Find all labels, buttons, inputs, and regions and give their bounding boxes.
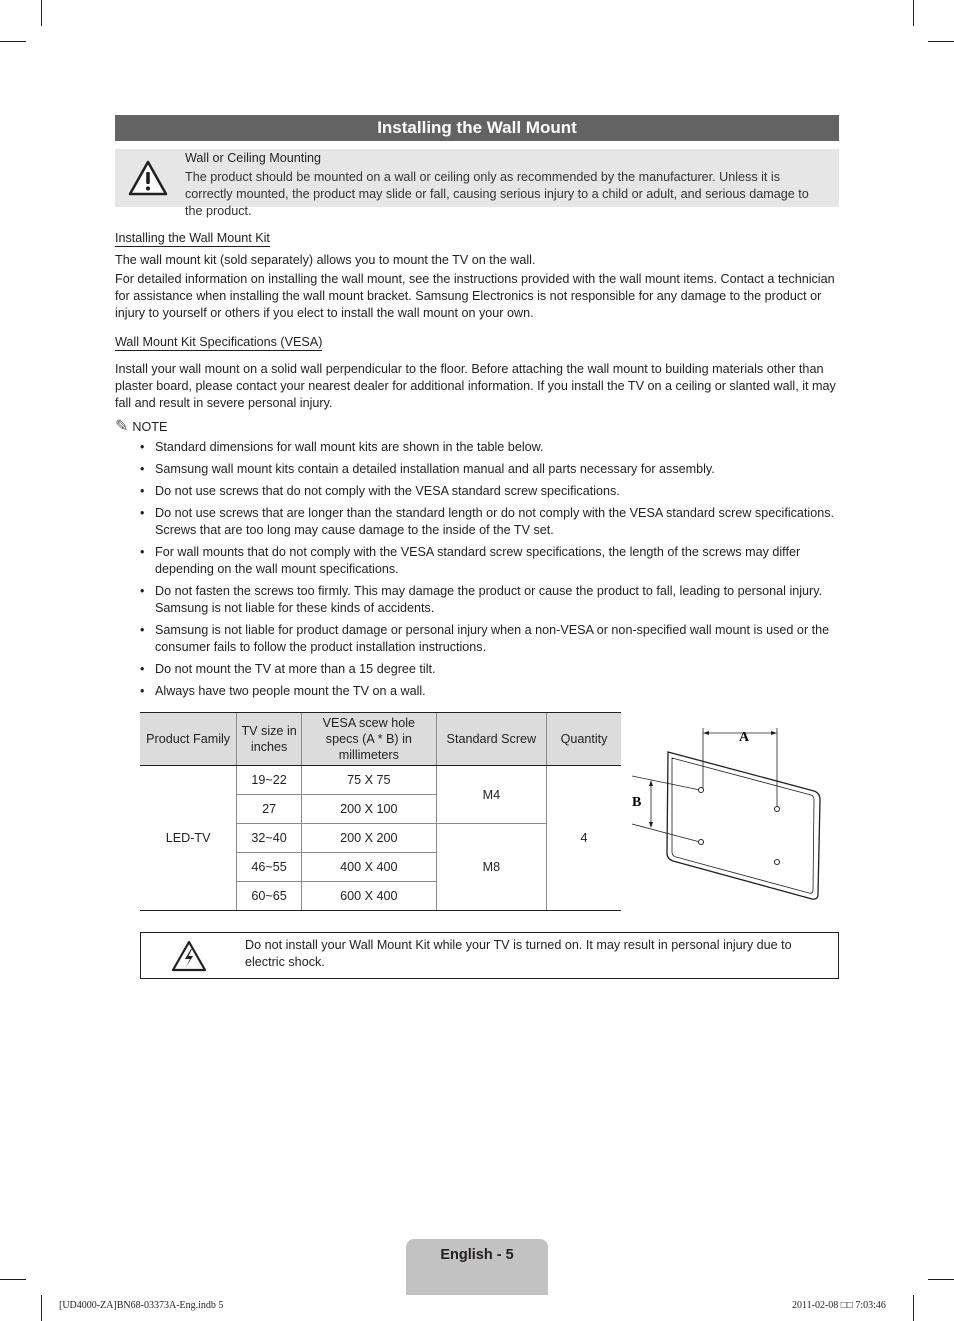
warning-title: Wall or Ceiling Mounting bbox=[185, 151, 322, 165]
vesa-spec-table bbox=[140, 712, 621, 911]
crop-mark bbox=[913, 0, 914, 26]
cell-vesa-spec: 400 X 400 bbox=[302, 853, 437, 882]
list-item: • Always have two people mount the TV on a wall. bbox=[140, 683, 841, 700]
screw-hole bbox=[775, 807, 780, 812]
dimension-label-a: A bbox=[739, 730, 750, 745]
warning-box bbox=[115, 149, 839, 218]
vesa-heading: Wall Mount Kit Specifications (VESA) bbox=[115, 335, 323, 349]
cell-quantity: 4 bbox=[547, 766, 621, 911]
cell-tv-size: 60~65 bbox=[237, 882, 302, 911]
header-quantity: Quantity bbox=[547, 713, 621, 766]
warning-triangle-icon bbox=[128, 160, 168, 196]
cell-vesa-spec: 75 X 75 bbox=[302, 766, 437, 795]
list-item: • Samsung wall mount kits contain a detailed installation manual and all parts necessary for assembly. bbox=[140, 461, 841, 478]
table-header-row bbox=[140, 713, 621, 766]
dimension-label-b: B bbox=[632, 795, 642, 810]
cell-tv-size: 27 bbox=[237, 795, 302, 824]
crop-mark bbox=[41, 0, 42, 26]
footer-timestamp: 2011-02-08 □□ 7:03:46 bbox=[792, 1300, 886, 1311]
screw-hole bbox=[699, 840, 704, 845]
kit-paragraph-2: For detailed information on installing the wall mount, see the instructions provided with the wall mount items. Contact a technician for assistance when installing the wall mount bracket. Samsung Electronics is not responsible for any damage to the product or injury to yourself or others if you elect to install the wall mount on your own. bbox=[115, 272, 835, 320]
cell-tv-size: 19~22 bbox=[237, 766, 302, 795]
list-item: • Do not use screws that are longer than the standard length or do not comply with the VESA standard screw specifications. Screws that are too long may cause damage to the inside of the TV set. bbox=[140, 505, 841, 539]
electric-shock-warning-icon bbox=[171, 940, 207, 972]
crop-mark bbox=[0, 41, 26, 42]
header-tv-size: TV size in inches bbox=[237, 713, 302, 766]
note-label bbox=[115, 416, 167, 436]
list-item: • For wall mounts that do not comply with the VESA standard screw specifications, the length of the screws may differ depending on the wall mount specifications. bbox=[140, 544, 841, 578]
page-number: English - 5 bbox=[440, 1247, 514, 1263]
note-list bbox=[140, 439, 841, 705]
list-item: • Standard dimensions for wall mount kits are shown in the table below. bbox=[140, 439, 841, 456]
note-label-text: NOTE bbox=[132, 420, 168, 434]
footer-file-name: [UD4000-ZA]BN68-03373A-Eng.indb 5 bbox=[59, 1300, 224, 1311]
crop-mark bbox=[928, 41, 954, 42]
cell-vesa-spec: 200 X 200 bbox=[302, 824, 437, 853]
cell-vesa-spec: 200 X 100 bbox=[302, 795, 437, 824]
header-product-family: Product Family bbox=[140, 713, 237, 766]
list-item: • Samsung is not liable for product damage or personal injury when a non-VESA or non-specified wall mount is used or the consumer fails to follow the product installation instructions. bbox=[140, 622, 841, 656]
screw-hole bbox=[699, 788, 704, 793]
cell-tv-size: 46~55 bbox=[237, 853, 302, 882]
section-title: Installing the Wall Mount bbox=[115, 115, 839, 141]
caution-text: Do not install your Wall Mount Kit while your TV is turned on. It may result in personal injury due to electric shock. bbox=[245, 938, 792, 969]
cell-product-family: LED-TV bbox=[140, 766, 237, 911]
header-vesa-specs: VESA scew hole specs (A * B) in millimeters bbox=[302, 713, 437, 766]
caution-box bbox=[140, 932, 839, 979]
vesa-mount-diagram bbox=[628, 724, 828, 904]
crop-mark bbox=[0, 1279, 26, 1280]
warning-text: The product should be mounted on a wall or ceiling only as recommended by the manufacturer. Unless it is correctly mounted, the product may slide or fall, causing serious injury to a child or adult, and serious damage to the product. bbox=[185, 170, 809, 218]
cell-screw: M8 bbox=[436, 824, 546, 911]
kit-paragraph-1: The wall mount kit (sold separately) allows you to mount the TV on the wall. bbox=[115, 253, 536, 267]
list-item: • Do not fasten the screws too firmly. This may damage the product or cause the product to fall, leading to personal injury. Samsung is not liable for these kinds of accidents. bbox=[140, 583, 841, 617]
screw-hole bbox=[775, 860, 780, 865]
list-item: • Do not use screws that do not comply with the VESA standard screw specifications. bbox=[140, 483, 841, 500]
crop-mark bbox=[913, 1295, 914, 1321]
cell-tv-size: 32~40 bbox=[237, 824, 302, 853]
pencil-note-icon: ✎ bbox=[115, 418, 129, 435]
crop-mark bbox=[41, 1295, 42, 1321]
list-item: • Do not mount the TV at more than a 15 degree tilt. bbox=[140, 661, 841, 678]
table-row bbox=[140, 766, 621, 795]
cell-screw: M4 bbox=[436, 766, 546, 824]
kit-heading: Installing the Wall Mount Kit bbox=[115, 231, 270, 245]
vesa-paragraph: Install your wall mount on a solid wall perpendicular to the floor. Before attaching the wall mount to building materials other than plaster board, please contact your nearest dealer for additional information. If you install the TV on a ceiling or slanted wall, it may fall and result in severe personal injury. bbox=[115, 362, 836, 410]
header-standard-screw: Standard Screw bbox=[436, 713, 546, 766]
crop-mark bbox=[928, 1279, 954, 1280]
cell-vesa-spec: 600 X 400 bbox=[302, 882, 437, 911]
